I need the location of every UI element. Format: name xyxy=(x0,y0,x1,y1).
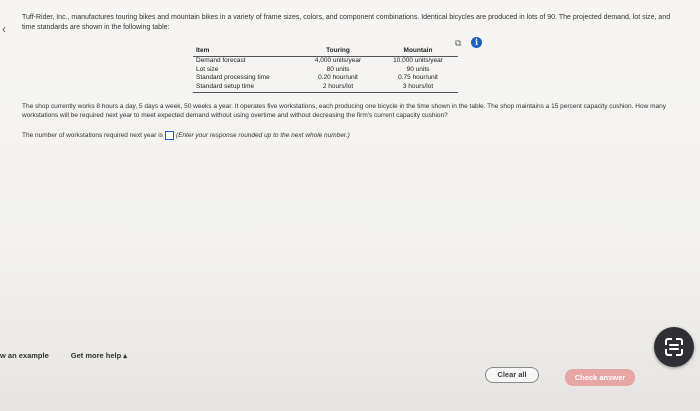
touring-value: 80 units xyxy=(326,65,350,73)
back-arrow-icon[interactable]: ‹ xyxy=(2,22,6,36)
check-answer-button[interactable]: Check answer xyxy=(565,369,635,386)
mountain-value: 3 hours/lot xyxy=(378,83,458,92)
info-icon[interactable]: i xyxy=(471,37,482,48)
question-paragraph: The shop currently works 8 hours a day, 5 days a week, 50 weeks a year. It operates five workstations, each producing one bicycle in the time shown in the table. The shop maintains a 15 percent capacity cushion. How many workstations will be required next year to meet expected demand without using overtime and without decreasing the firm's current capacity cushion? xyxy=(22,103,666,119)
table-row xyxy=(193,74,458,83)
answer-hint: (Enter your response rounded up to the next whole number.) xyxy=(175,132,350,139)
mountain-value: 0.75 hour/unit xyxy=(398,74,438,82)
scan-line xyxy=(669,344,679,346)
data-table xyxy=(193,47,458,93)
clear-all-button[interactable]: Clear all xyxy=(485,367,539,383)
mountain-value: 10,000 units/year xyxy=(393,56,443,64)
answer-line xyxy=(22,131,350,140)
touring-value: 4,000 units/year xyxy=(314,56,362,64)
copy-icon[interactable]: ⧉ xyxy=(455,37,462,48)
scan-text-icon[interactable] xyxy=(654,327,694,367)
mountain-value: 90 units xyxy=(406,65,430,73)
question-intro: Tuff-Rider, Inc., manufactures touring bikes and mountain bikes in a variety of frame sizes, colors, and component combinations. Identical bicycles are produced in lots of 90. The projected demand, lot size, and time standards are shown in the following table: xyxy=(22,14,671,31)
touring-value: 2 hours/lot xyxy=(298,83,378,92)
help-links xyxy=(0,351,127,360)
answer-input[interactable] xyxy=(165,131,174,140)
view-example-link[interactable]: w an example xyxy=(0,351,49,360)
scan-corner xyxy=(665,349,672,356)
row-label: Standard setup time xyxy=(193,83,298,92)
scan-corner xyxy=(676,349,683,356)
table-row xyxy=(193,83,458,92)
table-header-row xyxy=(193,47,458,56)
get-more-help-link[interactable]: Get more help ▴ xyxy=(70,351,128,360)
header-mountain: Mountain xyxy=(378,47,458,56)
header-touring: Touring xyxy=(298,47,378,56)
table-toolbar xyxy=(455,37,482,48)
header-item: Item xyxy=(193,47,298,56)
row-label: Lot size xyxy=(196,65,219,73)
touring-value: 0.20 hour/unit xyxy=(318,74,358,82)
table-row xyxy=(193,56,458,65)
row-label: Standard processing time xyxy=(196,74,270,82)
table-row xyxy=(193,66,458,75)
row-label: Demand forecast xyxy=(196,56,246,64)
scan-line xyxy=(669,348,679,350)
answer-prompt: The number of workstations required next year is xyxy=(22,132,163,139)
